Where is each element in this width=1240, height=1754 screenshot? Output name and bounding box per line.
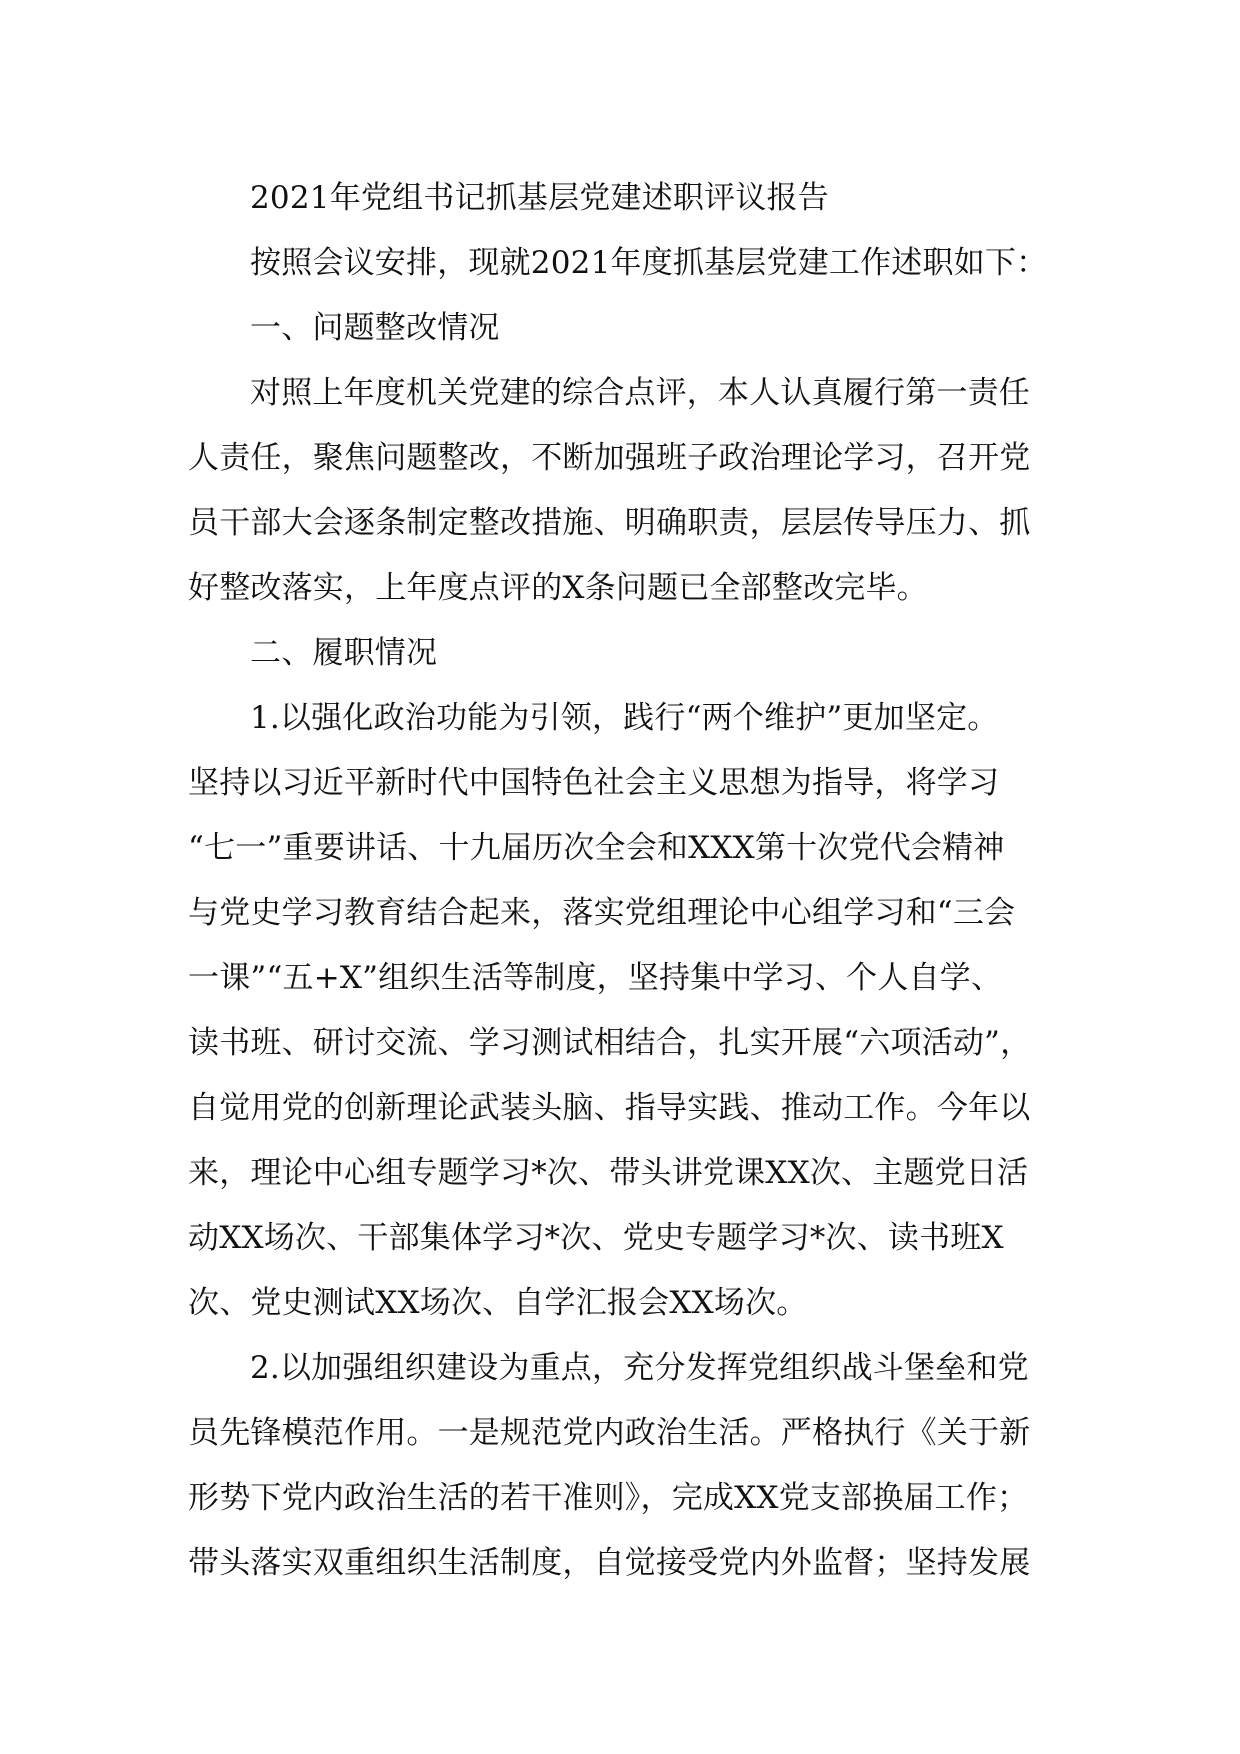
paragraph-line: 自觉用党的创新理论武装头脑、指导实践、推动工作。今年以	[188, 1090, 1031, 1126]
paragraph-line: “七一”重要讲话、十九届历次全会和XXX第十次党代会精神	[188, 830, 1005, 866]
document-title: 2021年党组书记抓基层党建述职评议报告	[250, 180, 829, 216]
paragraph-line: 来，理论中心组专题学习*次、带头讲党课XX次、主题党日活	[188, 1155, 1029, 1191]
document-body	[188, 166, 1068, 1596]
paragraph-line: 与党史学习教育结合起来，落实党组理论中心组学习和“三会	[188, 895, 1016, 931]
paragraph-line: 人责任，聚焦问题整改，不断加强班子政治理论学习，召开党	[188, 440, 1031, 476]
paragraph-line: 员先锋模范作用。一是规范党内政治生活。严格执行《关于新	[188, 1415, 1031, 1451]
paragraph-line: 员干部大会逐条制定整改措施、明确职责，层层传导压力、抓	[188, 505, 1031, 541]
paragraph-line: 2.以加强组织建设为重点，充分发挥党组织战斗堡垒和党	[250, 1350, 1029, 1386]
paragraph-line: 次、党史测试XX场次、自学汇报会XX场次。	[188, 1285, 808, 1321]
paragraph-intro: 按照会议安排，现就2021年度抓基层党建工作述职如下：	[250, 245, 1048, 281]
paragraph-line: 带头落实双重组织生活制度，自觉接受党内外监督；坚持发展	[188, 1545, 1031, 1581]
paragraph-line: 对照上年度机关党建的综合点评，本人认真履行第一责任	[250, 375, 1030, 411]
paragraph-line: 好整改落实，上年度点评的X条问题已全部整改完毕。	[188, 570, 928, 606]
paragraph-line: 读书班、研讨交流、学习测试相结合，扎实开展“六项活动”，	[188, 1025, 1032, 1061]
paragraph-line: 1.以强化政治功能为引领，践行“两个维护”更加坚定。	[250, 700, 999, 736]
paragraph-line: 形势下党内政治生活的若干准则》，完成XX党支部换届工作；	[188, 1480, 1029, 1516]
section-heading-2: 二、履职情况	[250, 635, 438, 671]
section-heading-1: 一、问题整改情况	[250, 310, 500, 346]
paragraph-line: 坚持以习近平新时代中国特色社会主义思想为指导，将学习	[188, 765, 1000, 801]
paragraph-line: 动XX场次、干部集体学习*次、党史专题学习*次、读书班X	[188, 1220, 1004, 1256]
paragraph-line: 一课”“五+X”组织生活等制度，坚持集中学习、个人自学、	[188, 960, 1003, 996]
